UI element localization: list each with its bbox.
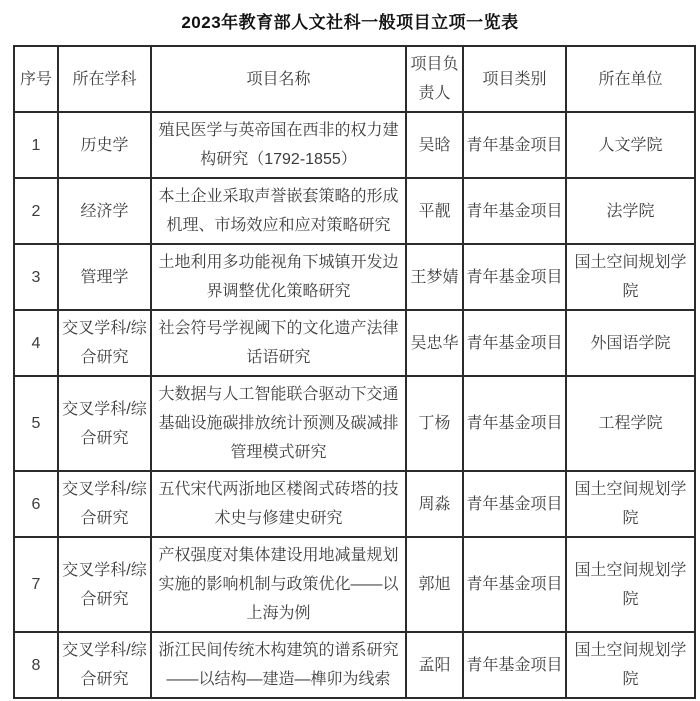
cell-project: 五代宋代两浙地区楼阁式砖塔的技术史与修建史研究 [151, 471, 406, 537]
table-row [14, 632, 695, 698]
cell-no: 2 [14, 178, 58, 244]
cell-leader: 郭旭 [406, 537, 463, 632]
cell-category: 青年基金项目 [463, 376, 566, 471]
cell-category: 青年基金项目 [463, 310, 566, 376]
cell-no: 5 [14, 376, 58, 471]
cell-no: 1 [14, 112, 58, 178]
cell-unit: 国土空间规划学院 [566, 632, 695, 698]
column-header-project: 项目名称 [151, 46, 406, 112]
header-row [14, 46, 695, 112]
cell-discipline: 经济学 [58, 178, 151, 244]
column-header-discipline: 所在学科 [58, 46, 151, 112]
cell-category: 青年基金项目 [463, 537, 566, 632]
cell-no: 8 [14, 632, 58, 698]
cell-project: 大数据与人工智能联合驱动下交通基础设施碳排放统计预测及碳减排管理模式研究 [151, 376, 406, 471]
page-title: 2023年教育部人文社科一般项目立项一览表 [181, 13, 519, 32]
cell-project: 土地利用多功能视角下城镇开发边界调整优化策略研究 [151, 244, 406, 310]
cell-category: 青年基金项目 [463, 632, 566, 698]
table-row [14, 537, 695, 632]
column-header-category: 项目类别 [463, 46, 566, 112]
column-header-no: 序号 [14, 46, 58, 112]
cell-discipline: 交叉学科/综合研究 [58, 537, 151, 632]
cell-no: 6 [14, 471, 58, 537]
cell-leader: 平靓 [406, 178, 463, 244]
cell-discipline: 交叉学科/综合研究 [58, 632, 151, 698]
projects-table [13, 45, 696, 699]
cell-discipline: 交叉学科/综合研究 [58, 310, 151, 376]
cell-category: 青年基金项目 [463, 244, 566, 310]
cell-project: 本土企业采取声誉嵌套策略的形成机理、市场效应和应对策略研究 [151, 178, 406, 244]
cell-leader: 丁杨 [406, 376, 463, 471]
table-row [14, 310, 695, 376]
cell-category: 青年基金项目 [463, 471, 566, 537]
cell-leader: 吴晗 [406, 112, 463, 178]
cell-unit: 外国语学院 [566, 310, 695, 376]
cell-no: 4 [14, 310, 58, 376]
cell-leader: 王梦婧 [406, 244, 463, 310]
cell-project: 殖民医学与英帝国在西非的权力建构研究（1792-1855） [151, 112, 406, 178]
cell-project: 社会符号学视阈下的文化遗产法律话语研究 [151, 310, 406, 376]
cell-unit: 国土空间规划学院 [566, 471, 695, 537]
cell-unit: 法学院 [566, 178, 695, 244]
cell-leader: 周淼 [406, 471, 463, 537]
table-row [14, 376, 695, 471]
cell-discipline: 管理学 [58, 244, 151, 310]
cell-leader: 孟阳 [406, 632, 463, 698]
cell-unit: 工程学院 [566, 376, 695, 471]
cell-no: 3 [14, 244, 58, 310]
cell-category: 青年基金项目 [463, 178, 566, 244]
column-header-unit: 所在单位 [566, 46, 695, 112]
cell-discipline: 历史学 [58, 112, 151, 178]
cell-category: 青年基金项目 [463, 112, 566, 178]
cell-leader: 吴忠华 [406, 310, 463, 376]
table-row [14, 178, 695, 244]
cell-project: 产权强度对集体建设用地减量规划实施的影响机制与政策优化——以上海为例 [151, 537, 406, 632]
table-row [14, 244, 695, 310]
column-header-leader: 项目负责人 [406, 46, 463, 112]
cell-unit: 国土空间规划学院 [566, 244, 695, 310]
cell-unit: 人文学院 [566, 112, 695, 178]
cell-discipline: 交叉学科/综合研究 [58, 376, 151, 471]
table-row [14, 471, 695, 537]
cell-no: 7 [14, 537, 58, 632]
cell-unit: 国土空间规划学院 [566, 537, 695, 632]
table-row [14, 112, 695, 178]
cell-project: 浙江民间传统木构建筑的谱系研究——以结构—建造—榫卯为线索 [151, 632, 406, 698]
cell-discipline: 交叉学科/综合研究 [58, 471, 151, 537]
